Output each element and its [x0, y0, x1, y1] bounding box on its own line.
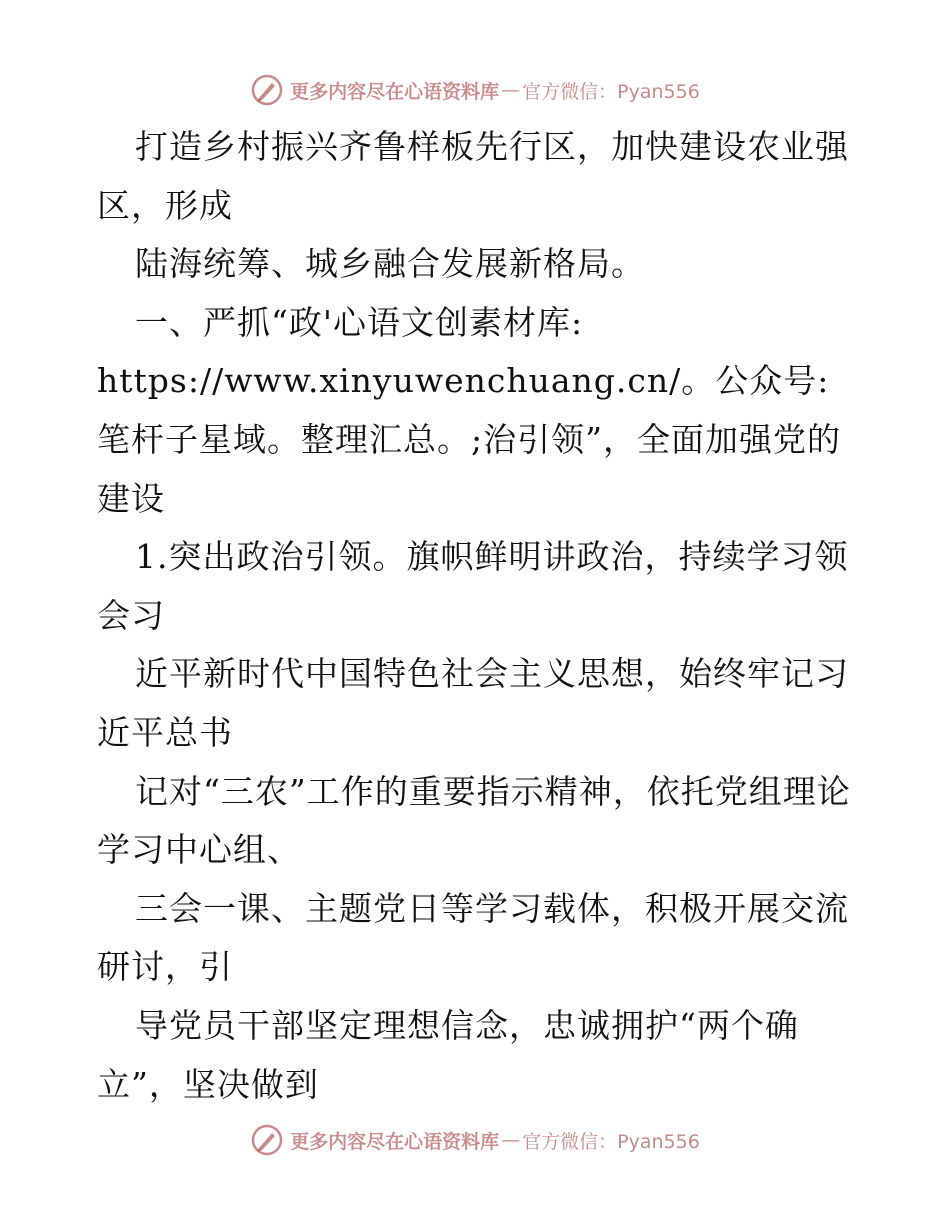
paragraph: 导党员干部坚定理想信念，忠诚拥护“两个确立”，坚决做到 — [97, 1005, 799, 1104]
footer-watermark — [0, 1120, 950, 1160]
document-body — [97, 118, 857, 1114]
watermark-site-text: 更多内容尽在心语资料库 — [290, 1130, 500, 1153]
watermark-contact-text: 官方微信：Pyan556 — [522, 80, 700, 103]
watermark-contact-text: 官方微信：Pyan556 — [522, 1130, 700, 1153]
paragraph: 近平新时代中国特色社会主义思想，始终牢记习近平总书 — [97, 654, 849, 752]
watermark-separator: — — [501, 1129, 521, 1151]
header-watermark — [0, 70, 950, 110]
pen-logo-icon — [250, 73, 284, 107]
paragraph: 三会一课、主题党日等学习载体，积极开展交流研讨，引 — [97, 888, 849, 987]
paragraph: 陆海统筹、城乡融合发展新格局。 — [135, 244, 645, 284]
paragraph: 打造乡村振兴齐鲁样板先行区，加快建设农业强区，形成 — [97, 127, 849, 225]
pen-logo-icon — [250, 1123, 284, 1157]
paragraph: 记对“三农”工作的重要指示精神，依托党组理论学习中心组、 — [97, 771, 851, 870]
watermark-site-text: 更多内容尽在心语资料库 — [290, 80, 500, 103]
paragraph: 一、严抓“政'心语文创素材库: https://www.xinyuwenchuang.cn/。公众号: 笔杆子星域。整理汇总。;治引领”，全面加强党的建设 — [97, 302, 841, 518]
paragraph: 1.突出政治引领。旗帜鲜明讲政治，持续学习领会习 — [97, 537, 849, 635]
watermark-separator: — — [501, 79, 521, 101]
